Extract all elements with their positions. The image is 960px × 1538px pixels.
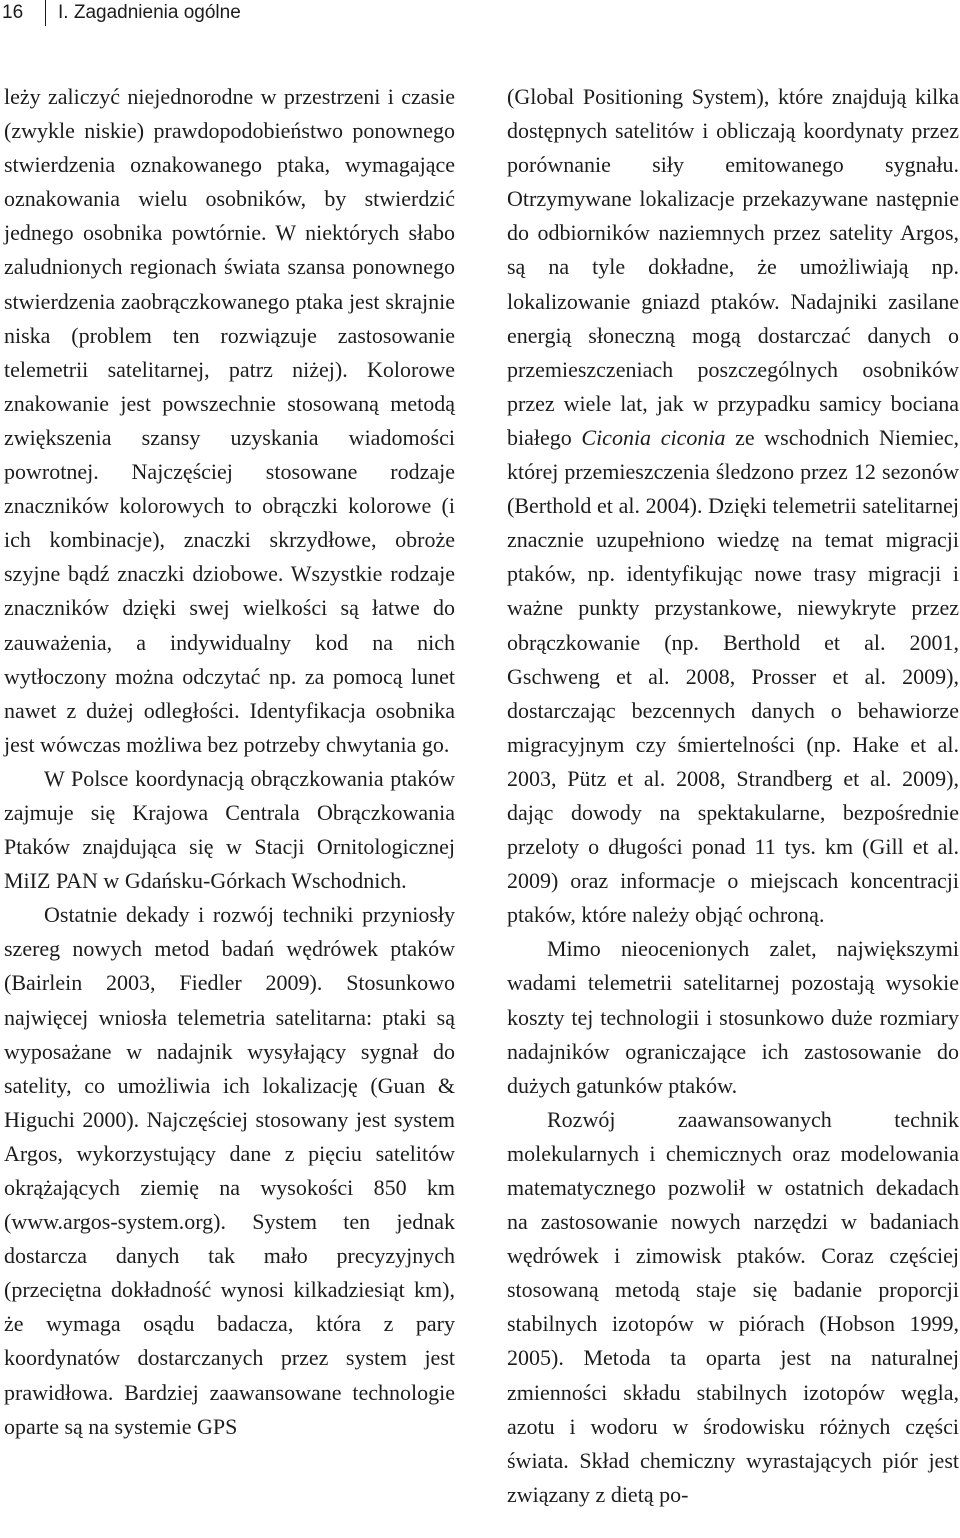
paragraph: leży zaliczyć niejednorodne w przestrzeni i czasie (zwykle niskie) prawdopodobieństwo ponownego stwierdzenia oznakowanego ptaka, wymagające oznakowania wielu osobników, by stwierdzić jednego osobnika powtórnie. W niektórych słabo zaludnionych regionach świata szansa ponownego stwierdzenia zaobrączkowanego ptaka jest skrajnie niska (problem ten rozwiązuje zastosowanie telemetrii satelitarnej, patrz niżej). Kolorowe znakowanie jest powszechnie stosowaną metodą zwiększenia szansy uzyskania wiadomości powrotnej. Najczęściej stosowane rodzaje znaczników kolorowych to obrączki kolorowe (i ich kombinacje), znaczki skrzydłowe, obroże szyjne bądź znaczki dziobowe. Wszystkie rodzaje znaczników dzięki swej wielkości są łatwe do zauważenia, a indywidualny kod na nich wytłoczony można odczytać np. za pomocą lunet nawet z dużej odległości. Identyfikacja osobnika jest wówczas możliwa bez potrzeby chwytania go. (4, 84, 455, 757)
right-column (507, 80, 959, 1512)
page-header (0, 0, 960, 28)
paragraph: Mimo nieocenionych zalet, największymi wadami telemetrii satelitarnej pozostają wysokie koszty tej technologii i stosunkowo duże rozmiary nadajników ograniczające ich zastosowanie do dużych gatunków ptaków. (507, 936, 959, 1098)
paragraph (507, 80, 959, 932)
text-run: ze wschodnich Niemiec, której przemieszczenia śledzono przez 12 sezonów (Berthold et al. 2004). Dzięki telemetrii satelitarnej znacznie uzupełniono wiedzę na temat migracji ptaków, np. identyfikując nowe trasy migracji i ważne punkty przystankowe, niewykryte przez obrączkowanie (np. Berthold et al. 2001, Gschweng et al. 2008, Prosser et al. 2009), dostarczając bezcennych danych o behawiorze migracyjnym czy śmiertelności (np. Hake et al. 2003, Pütz et al. 2008, Strandberg et al. 2009), dając dowody na spektakularne, bezpośrednie przeloty o długości ponad 11 tys. km (Gill et al. 2009) oraz informacje o miejscach koncentracji ptaków, które należy objąć ochroną. (507, 424, 959, 928)
page-number: 16 (2, 2, 24, 23)
paragraph: Ostatnie dekady i rozwój techniki przyniosły szereg nowych metod badań wędrówek ptaków (Bairlein 2003, Fiedler 2009). Stosunkowo najwięcej wniosła telemetria satelitarna: ptaki są wyposażane w nadajnik wysyłający sygnał do satelity, co umożliwia ich lokalizację (Guan & Higuchi 2000). Najczęściej stosowany jest system Argos, wykorzystujący dane z pięciu satelitów okrążających ziemię na wysokości 850 km (www.argos-system.org). System ten jednak dostarcza danych tak mało precyzyjnych (przeciętna dokładność wynosi kilkadziesiąt km), że wymaga osądu badacza, która z pary koordynatów dostarczanych przez system jest prawidłowa. Bardziej zaawansowane technologie oparte są na systemie GPS (4, 902, 455, 1439)
header-divider (45, 0, 46, 26)
species-name: Ciconia ciconia (581, 424, 726, 450)
chapter-title: I. Zagadnienia ogólne (58, 2, 241, 23)
paragraph: Rozwój zaawansowanych technik molekularnych i chemicznych oraz modelowania matematycznego pozwolił w ostatnich dekadach na zastosowanie nowych narzędzi w badaniach wędrówek i zimowisk ptaków. Coraz częściej stosowaną metodą staje się badanie proporcji stabilnych izotopów w piórach (Hobson 1999, 2005). Metoda ta oparta jest na naturalnej zmienności składu stabilnych izotopów węgla, azotu i wodoru w środowisku różnych części świata. Skład chemiczny wyrastających piór jest związany z dietą po- (507, 1106, 959, 1507)
left-column (4, 80, 455, 1444)
text-run: (Global Positioning System), które znajdują kilka dostępnych satelitów i obliczają koordynaty przez porównanie siły emitowanego sygnału. Otrzymywane lokalizacje przekazywane następnie do odbiorników naziemnych przez satelity Argos, są na tyle dokładne, że umożliwiają np. lokalizowanie gniazd ptaków. Nadajniki zasilane energią słoneczną mogą dostarczać danych o przemieszczeniach poszczególnych osobników przez wiele lat, jak w przypadku samicy bociana białego (507, 84, 959, 450)
paragraph: W Polsce koordynacją obrączkowania ptaków zajmuje się Krajowa Centrala Obrączkowania Ptaków znajdująca się w Stacji Ornitologicznej MiIZ PAN w Gdańsku-Górkach Wschodnich. (4, 765, 455, 894)
